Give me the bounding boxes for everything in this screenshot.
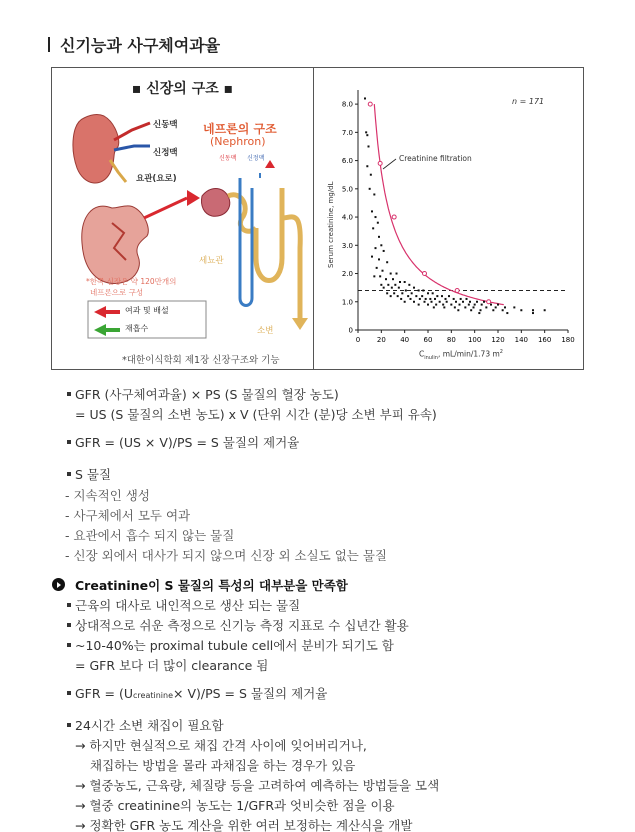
figure-caption: *대한이식학회 제1장 신장구조와 기능 [122, 355, 280, 366]
data-point [368, 145, 370, 147]
data-point [462, 301, 464, 303]
data-point [446, 301, 448, 303]
urine-head: 24시간 소변 채집이 필요함 [75, 718, 224, 733]
loop-of-henle [256, 188, 282, 281]
legend-filtration-label: 여과 및 배설 [125, 306, 169, 315]
data-point [432, 292, 434, 294]
data-point [532, 312, 534, 314]
title-bar [48, 37, 50, 52]
curve-marker [455, 288, 459, 292]
s-item-4: - 신장 외에서 대사가 되지 않으며 신장 외 소실도 없는 물질 [65, 548, 387, 563]
data-point [380, 284, 382, 286]
data-point [466, 298, 468, 300]
data-point [464, 306, 466, 308]
data-point [392, 278, 394, 280]
urine-item-1: → 하지만 현실적으로 채집 간격 사이에 잊어버리거나, [75, 738, 367, 753]
s-title: S 물질 [75, 467, 112, 482]
data-point [483, 301, 485, 303]
data-point [394, 284, 396, 286]
ureter-line [110, 160, 126, 182]
glomerulus-shape [201, 189, 229, 217]
y-tick-label: 3.0 [341, 241, 353, 250]
data-point [485, 306, 487, 308]
data-point [386, 261, 388, 263]
s-item-2: - 사구체에서 모두 여과 [65, 508, 191, 523]
curve-marker [392, 215, 396, 219]
chart-svg [313, 68, 583, 369]
data-point [445, 298, 447, 300]
data-point [450, 304, 452, 306]
data-point [453, 298, 455, 300]
data-point [398, 287, 400, 289]
data-point [373, 193, 375, 195]
bullet-gfr3 [67, 691, 71, 695]
data-point [371, 256, 373, 258]
data-point [492, 309, 494, 311]
legend-reabsorption-bar [106, 328, 120, 332]
data-point [364, 97, 366, 99]
data-point [439, 301, 441, 303]
curve-marker [368, 102, 372, 106]
data-point [386, 292, 388, 294]
data-point [436, 295, 438, 297]
y-tick-label: 6.0 [341, 157, 353, 166]
data-point [375, 216, 377, 218]
data-point [413, 287, 415, 289]
label-tubule-artery: 신동맥 [219, 155, 237, 162]
data-point [393, 292, 395, 294]
page-title-text: 신기능과 사구체여과율 [60, 36, 221, 55]
data-point [365, 131, 367, 133]
y-tick-label: 7.0 [341, 128, 353, 137]
data-point [407, 295, 409, 297]
chart-ylabel: Serum creatinine, mg/dL [327, 181, 335, 268]
data-point [478, 312, 480, 314]
data-point [435, 304, 437, 306]
data-point [448, 295, 450, 297]
y-tick-label: 2.0 [341, 270, 353, 279]
kidney-svg [52, 68, 313, 369]
creatinine-head: Creatinine이 S 물질의 특성의 대부분을 만족함 [75, 578, 348, 593]
data-point [383, 250, 385, 252]
x-tick-label: 120 [491, 336, 505, 344]
data-point [441, 295, 443, 297]
zoom-line [144, 198, 187, 218]
x-tick-label: 100 [467, 336, 482, 344]
creatinine-filtration-curve [374, 104, 504, 305]
data-point [404, 301, 406, 303]
data-point [379, 275, 381, 277]
figure-box [51, 67, 584, 370]
kidney-figure-title: ▪ 신장의 구조 ▪ [131, 81, 234, 97]
data-point [429, 298, 431, 300]
data-point [373, 275, 375, 277]
data-point [391, 287, 393, 289]
data-point [468, 304, 470, 306]
data-point [460, 298, 462, 300]
data-point [401, 292, 403, 294]
data-point [408, 284, 410, 286]
data-point [480, 309, 482, 311]
data-point [418, 289, 420, 291]
data-point [459, 304, 461, 306]
data-point [418, 304, 420, 306]
data-point [506, 312, 508, 314]
data-point [421, 295, 423, 297]
data-point [497, 304, 499, 306]
note-line2: 네프론으로 구성 [90, 288, 144, 297]
data-point [413, 301, 415, 303]
data-point [366, 134, 368, 136]
data-point [371, 210, 373, 212]
data-point [383, 287, 385, 289]
data-point [400, 298, 402, 300]
urine-item-1b: 채집하는 방법을 몰라 과채집을 하는 경우가 있음 [90, 758, 356, 773]
gfr-definition: GFR (사구체여과율) × PS (S 물질의 혈장 농도) [75, 387, 339, 402]
x-tick-label: 40 [400, 336, 410, 344]
xlabel-main: C [419, 349, 425, 359]
data-point [504, 306, 506, 308]
bullet-s [67, 472, 71, 476]
data-point [369, 188, 371, 190]
c-item-1: 근육의 대사로 내인적으로 생산 되는 물질 [75, 598, 301, 613]
data-point [370, 174, 372, 176]
data-point [385, 278, 387, 280]
x-tick-label: 20 [376, 336, 386, 344]
data-point [372, 227, 374, 229]
creatinine-chart [313, 68, 583, 369]
data-point [481, 304, 483, 306]
gfr-definition-2: = US (S 물질의 소변 농도) x V (단위 시간 (분)당 소변 부피 유속) [75, 407, 437, 422]
data-point [544, 309, 546, 311]
gfr3-post: × V)/PS = S 물질의 제거율 [173, 686, 328, 701]
y-tick-label: 4.0 [341, 213, 353, 222]
renal-artery-line [114, 123, 150, 140]
data-point [380, 244, 382, 246]
gfr3-sub: creatinine [133, 691, 173, 700]
label-renal-vein: 신정맥 [153, 148, 178, 158]
data-point [382, 270, 384, 272]
data-point [375, 247, 377, 249]
curve-marker [487, 300, 491, 304]
data-point [404, 281, 406, 283]
curve-label: Creatinine filtration [399, 154, 472, 163]
data-point [455, 301, 457, 303]
s-item-3: - 요관에서 흡수 되지 않는 물질 [65, 528, 235, 543]
y-tick-label: 0 [348, 326, 353, 335]
data-point [410, 298, 412, 300]
x-tick-label: 60 [423, 336, 433, 344]
label-urine: 소변 [257, 326, 274, 336]
data-point [532, 309, 534, 311]
urine-item-3: → 혈중 creatinine의 농도는 1/GFR과 엇비슷한 점을 이용 [75, 798, 395, 813]
x-tick-label: 80 [446, 336, 456, 344]
nephron-title-en: (Nephron) [210, 135, 266, 148]
xlabel-sub: inulin [424, 355, 438, 361]
xlabel-units: , mL/min/1.73 m [437, 349, 500, 359]
data-point [469, 301, 471, 303]
data-point [390, 295, 392, 297]
chart-n-annotation: n = 171 [512, 97, 545, 106]
y-tick-label: 8.0 [341, 100, 353, 109]
data-point [425, 298, 427, 300]
data-point [377, 222, 379, 224]
tubule-artery-arrow [265, 160, 275, 168]
urine-arrow [292, 318, 308, 330]
data-point [470, 309, 472, 311]
data-point [424, 301, 426, 303]
gfr-creatinine-formula [75, 684, 327, 702]
gfr3-pre: GFR = (U [75, 686, 134, 701]
data-point [411, 292, 413, 294]
data-point [399, 281, 401, 283]
data-point [378, 258, 380, 260]
collecting-duct [282, 188, 300, 318]
y-tick-label: 5.0 [341, 185, 353, 194]
curve-marker [423, 272, 427, 276]
data-point [442, 304, 444, 306]
x-tick-label: 140 [514, 336, 529, 344]
xlabel-sup: 2 [499, 349, 503, 355]
bullet-urine [67, 723, 71, 727]
bullet-gfr1 [67, 392, 71, 396]
label-tubule-vein: 신정맥 [247, 155, 265, 162]
data-point [513, 306, 515, 308]
data-point [415, 295, 417, 297]
data-point [387, 284, 389, 286]
data-point [422, 289, 424, 291]
note-line1: *한쪽 신장은 약 120만개의 [86, 277, 177, 286]
data-point [520, 309, 522, 311]
data-point [474, 304, 476, 306]
data-point [405, 289, 407, 291]
curve-marker [378, 161, 382, 165]
data-point [366, 165, 368, 167]
c-item-2: 상대적으로 쉬운 측정으로 신기능 측정 지표로 수 십년간 활용 [75, 618, 409, 633]
gfr-formula: GFR = (US × V)/PS = S 물질의 제거율 [75, 435, 300, 450]
label-tubule: 세뇨관 [199, 256, 224, 266]
data-point [396, 273, 398, 275]
x-tick-label: 0 [355, 336, 361, 344]
kidney-top-shape [73, 115, 119, 183]
legend-filtration-bar [106, 310, 120, 314]
x-tick-label: 180 [561, 336, 575, 344]
bullet-c2 [67, 623, 71, 627]
y-tick-label: 1.0 [341, 298, 353, 307]
data-point [457, 309, 459, 311]
curve-label-pointer [383, 159, 396, 169]
kidney-section-shape [82, 206, 149, 284]
s-item-1: - 지속적인 생성 [65, 488, 150, 503]
label-renal-artery: 신동맥 [153, 120, 178, 130]
data-point [390, 273, 392, 275]
kidney-figure-title-text: 신장의 구조 [146, 81, 219, 97]
data-point [378, 236, 380, 238]
nephron-title: 네프론의 구조 [203, 122, 277, 136]
c-item-3: ~10-40%는 proximal tubule cell에서 분비가 되기도 함 [75, 638, 394, 653]
data-point [433, 306, 435, 308]
data-point [434, 298, 436, 300]
data-point [495, 306, 497, 308]
data-point [443, 306, 445, 308]
data-point [419, 298, 421, 300]
legend-reabsorption-label: 재흡수 [125, 324, 149, 333]
data-point [454, 306, 456, 308]
label-ureter: 요관(요로) [136, 174, 177, 184]
chart-xlabel [419, 349, 503, 361]
renal-vein-line [114, 146, 150, 150]
data-point [431, 301, 433, 303]
data-point [427, 292, 429, 294]
bullet-c3 [67, 643, 71, 647]
data-point [473, 306, 475, 308]
bullet-gfr2 [67, 440, 71, 444]
page-title [48, 33, 220, 56]
data-point [427, 304, 429, 306]
bullet-c1 [67, 603, 71, 607]
c-item-3b: = GFR 보다 더 많이 clearance 됨 [75, 658, 269, 673]
data-point [490, 304, 492, 306]
urine-item-4: → 정확한 GFR 농도 계산을 위한 여러 보정하는 계산식을 개발 [75, 818, 413, 832]
data-point [376, 267, 378, 269]
urine-item-2: → 혈중농도, 근육량, 체질량 등을 고려하여 예측하는 방법들을 모색 [75, 778, 440, 793]
creatinine-head-icon [52, 578, 65, 591]
data-point [476, 301, 478, 303]
kidney-illustration [52, 68, 314, 369]
data-point [397, 295, 399, 297]
x-tick-label: 160 [537, 336, 552, 344]
zoom-arrow [187, 190, 200, 206]
data-point [502, 309, 504, 311]
